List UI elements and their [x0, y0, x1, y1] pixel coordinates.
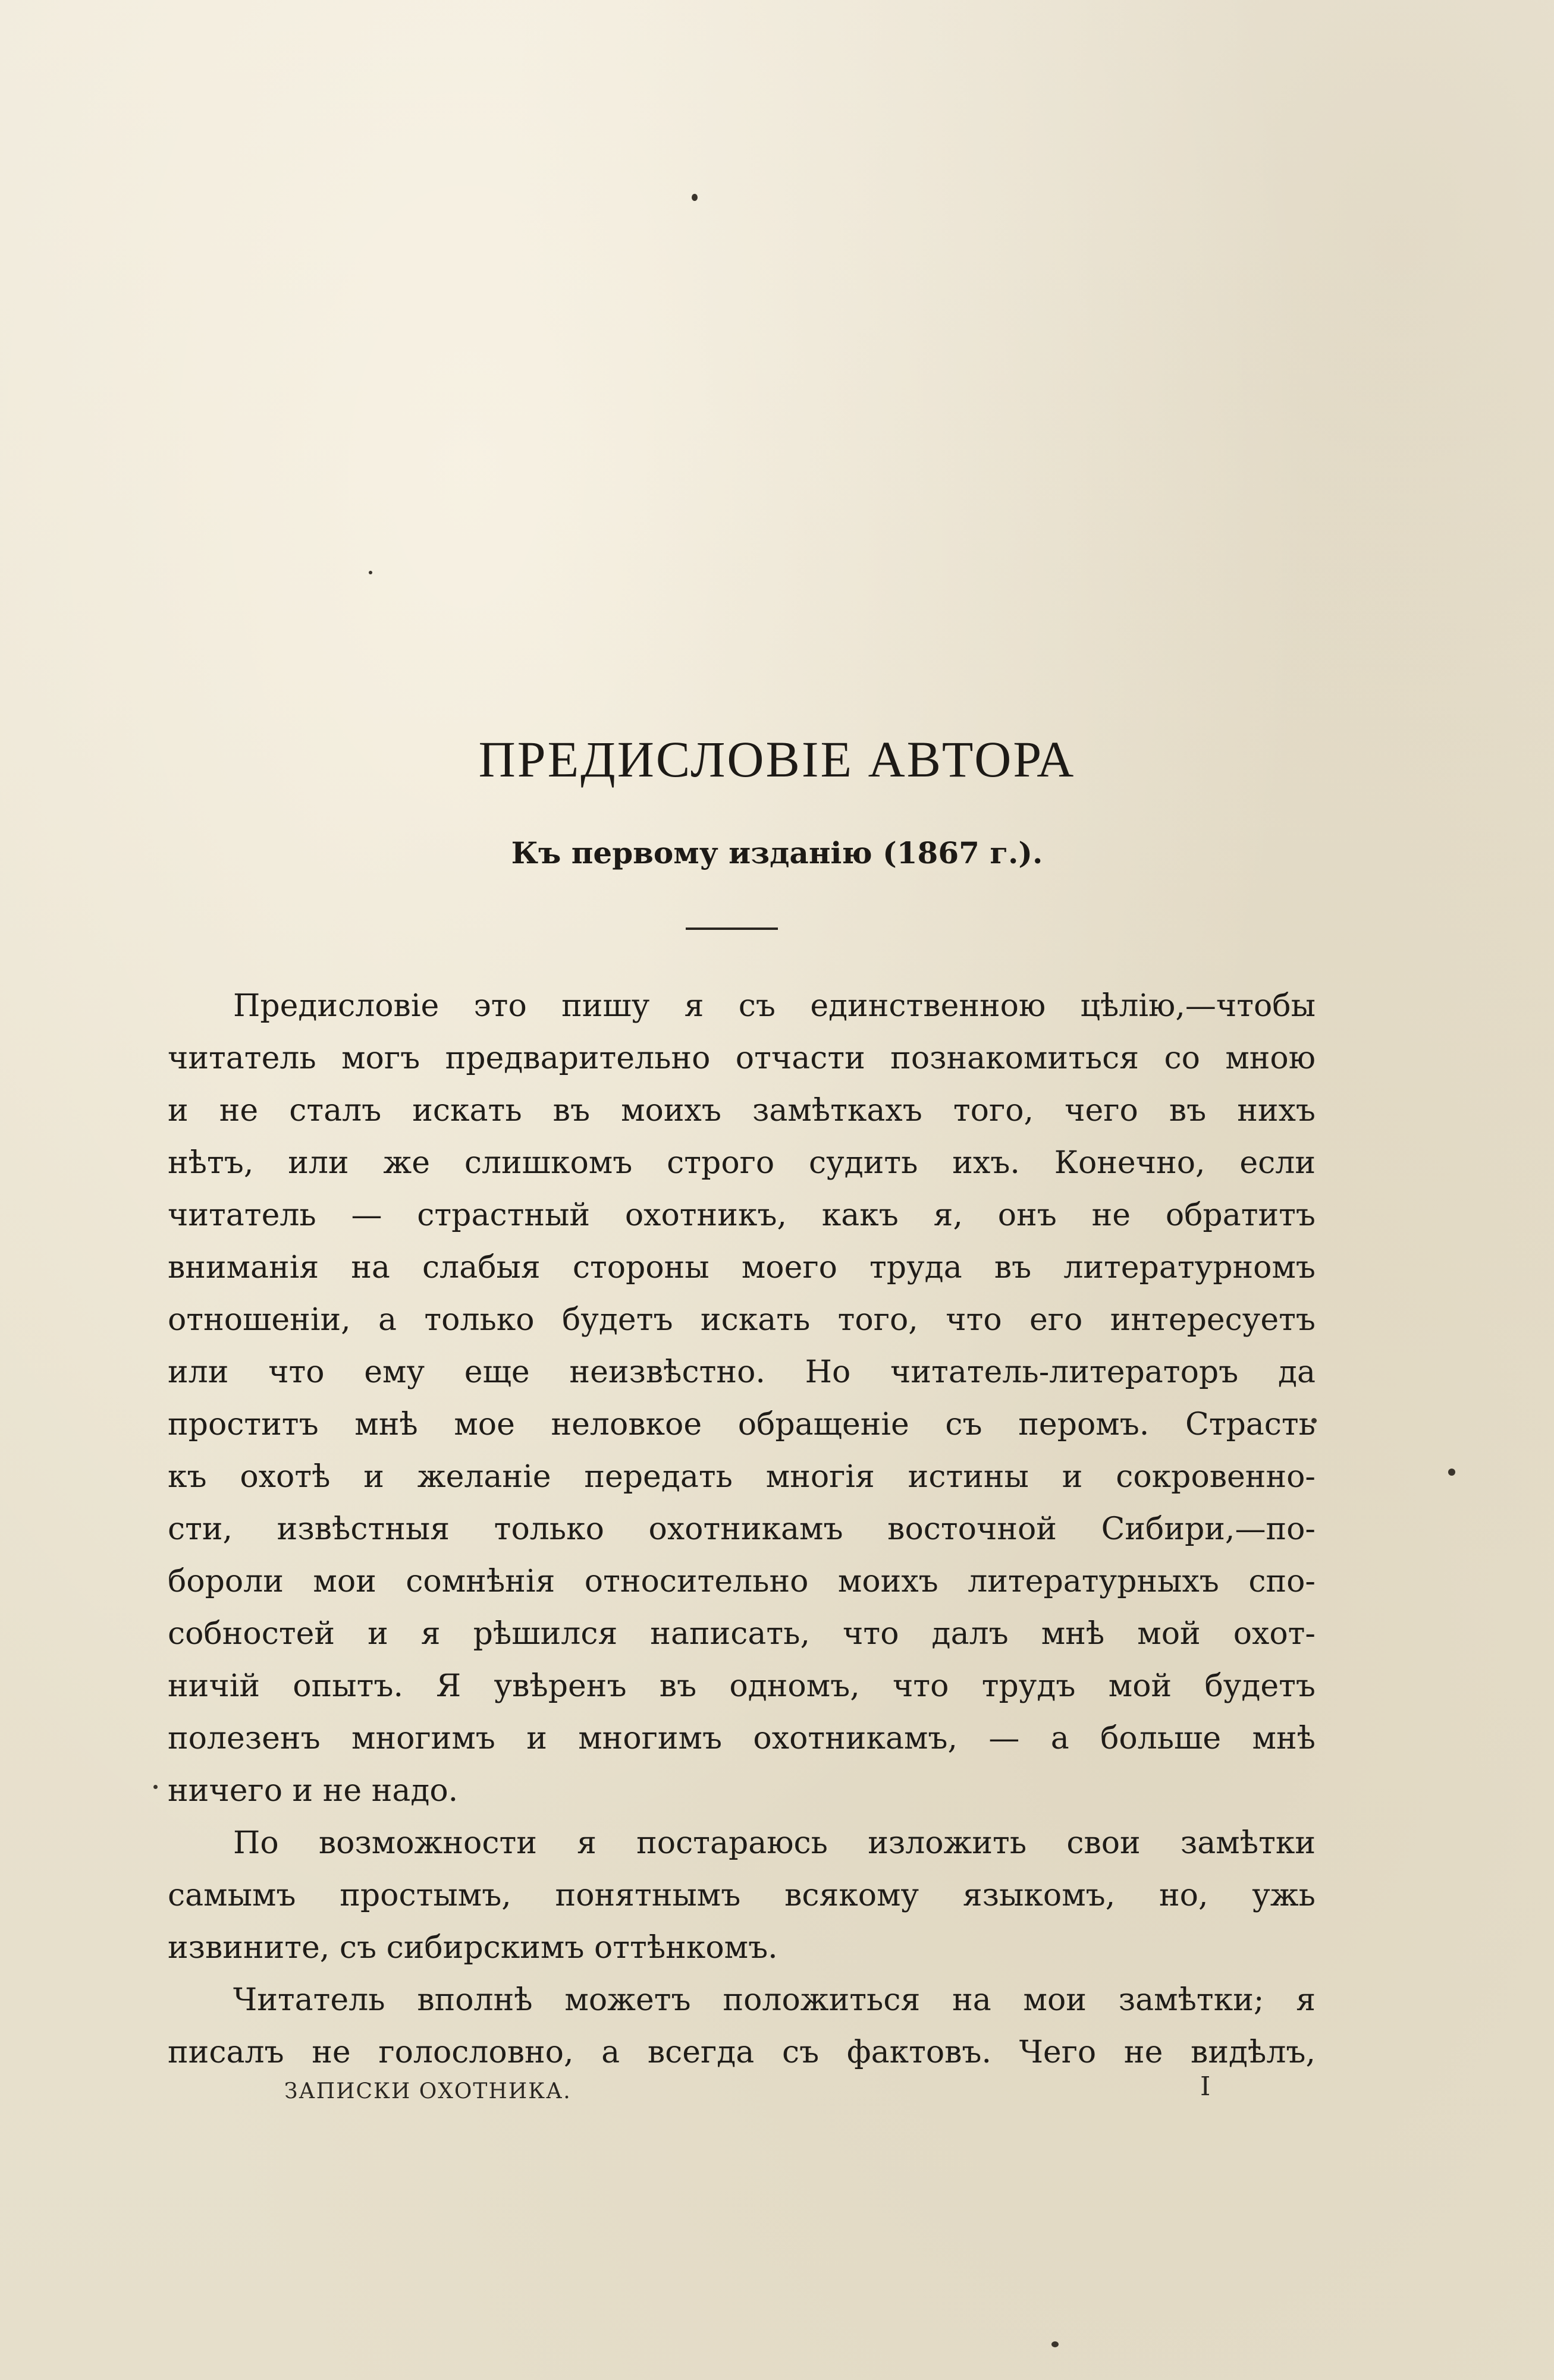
signature-mark: I — [1200, 2071, 1211, 2102]
text-line: или что ему еще неизвѣстно. Но читатель-литераторъ да — [168, 1354, 1316, 1390]
page-subtitle: Къ первому изданію (1867 г.). — [511, 835, 1043, 870]
text-line: собностей и я рѣшился написать, что далъ мнѣ мой охот- — [168, 1616, 1316, 1652]
text-line: бороли мои сомнѣнія относительно моихъ литературныхъ спо- — [168, 1564, 1316, 1599]
ink-speck — [153, 1785, 158, 1789]
ink-speck — [692, 194, 698, 201]
text-line: писалъ не голословно, а всегда съ фактовъ. Чего не видѣлъ, — [168, 2035, 1316, 2070]
text-line: проститъ мнѣ мое неловкое обращеніе съ перомъ. Страсть — [168, 1407, 1316, 1442]
text-line: отношеніи, а только будетъ искать того, что его интересуетъ — [168, 1302, 1316, 1338]
page-title: ПРЕДИСЛОВІЕ АВТОРА — [478, 731, 1076, 788]
text-line: полезенъ многимъ и многимъ охотникамъ, — а больше мнѣ — [168, 1721, 1316, 1756]
text-line: самымъ простымъ, понятнымъ всякому языкомъ, но, ужь — [168, 1878, 1316, 1913]
text-line: сти, извѣстныя только охотникамъ восточной Сибири,—по- — [168, 1511, 1316, 1547]
text-line: ничій опытъ. Я увѣренъ въ одномъ, что трудъ мой будетъ — [168, 1668, 1316, 1704]
ink-speck — [1051, 2341, 1059, 2347]
preface-text — [168, 980, 1316, 2079]
ink-speck — [369, 571, 372, 574]
text-line: По возможности я постараюсь изложить свои замѣтки — [233, 1825, 1316, 1861]
text-line: извините, съ сибирскимъ оттѣнкомъ. — [168, 1930, 778, 1966]
text-line: читатель могъ предварительно отчасти познакомиться со мною — [168, 1040, 1316, 1076]
title-divider — [686, 928, 778, 930]
text-line: ничего и не надо. — [168, 1773, 459, 1809]
text-line: Читатель вполнѣ можетъ положиться на мои замѣтки; я — [233, 1982, 1316, 2018]
text-line: читатель — страстный охотникъ, какъ я, онъ не обратитъ — [168, 1197, 1316, 1233]
text-line: вниманія на слабыя стороны моего труда въ литературномъ — [168, 1250, 1316, 1285]
text-line: Предисловіе это пишу я съ единственною цѣлію,—чтобы — [233, 988, 1316, 1024]
text-line: къ охотѣ и желаніе передать многія истины и сокровенно- — [168, 1459, 1316, 1495]
text-line: нѣтъ, или же слишкомъ строго судить ихъ. Конечно, если — [168, 1145, 1316, 1181]
running-footer-title: ЗАПИСКИ ОХОТНИКА. — [284, 2079, 572, 2104]
ink-speck — [1448, 1469, 1455, 1476]
text-line: и не сталъ искать въ моихъ замѣткахъ того, чего въ нихъ — [168, 1093, 1316, 1128]
